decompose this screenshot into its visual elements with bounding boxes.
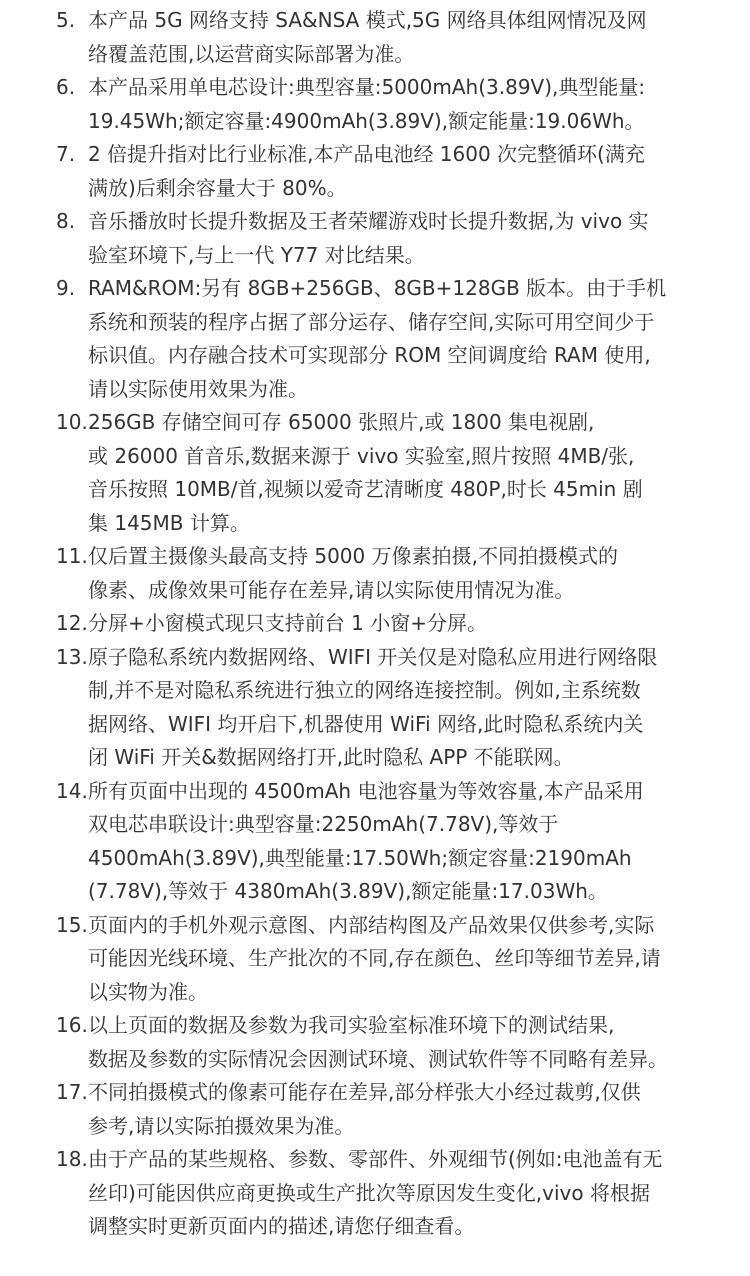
footnote-item xyxy=(56,406,706,540)
footnote-line: RAM&ROM:另有 8GB+256GB、8GB+128GB 版本。由于手机 xyxy=(88,276,667,300)
footnote-item xyxy=(56,1143,706,1244)
footnote-number: 14. xyxy=(56,778,88,803)
footnote-item xyxy=(56,607,706,641)
footnote-line: 所有页面中出现的 4500mAh 电池容量为等效容量,本产品采用 xyxy=(88,778,644,803)
footnote-number: 16. xyxy=(56,1013,88,1037)
footnote-item xyxy=(56,272,706,406)
footnote-number: 6. xyxy=(56,75,76,99)
footnote-line: 数据及参数的实际情况会因测试环境、测试软件等不同略有差异。 xyxy=(88,1046,668,1071)
footnote-number: 5. xyxy=(56,8,76,32)
footnote-line: 双电芯串联设计:典型容量:2250mAh(7.78V),等效于 xyxy=(88,812,559,836)
footnote-number: 11. xyxy=(56,544,88,568)
footnote-line: 19.45Wh;额定容量:4900mAh(3.89V),额定能量:19.06Wh。 xyxy=(88,108,645,133)
footnote-line: 由于产品的某些规格、参数、零部件、外观细节(例如:电池盖有无 xyxy=(88,1147,663,1171)
footnote-line: 不同拍摄模式的像素可能存在差异,部分样张大小经过裁剪,仅供 xyxy=(88,1080,641,1104)
footnote-line: 页面内的手机外观示意图、内部结构图及产品效果仅供参考,实际 xyxy=(88,912,655,937)
footnote-item xyxy=(56,775,706,909)
footnote-line: 标识值。内存融合技术可实现部分 ROM 空间调度给 RAM 使用, xyxy=(88,343,651,367)
footnote-line: 可能因光线环境、生产批次的不同,存在颜色、丝印等细节差异,请 xyxy=(88,946,661,970)
footnote-number: 13. xyxy=(56,644,88,669)
footnote-item xyxy=(56,71,706,138)
footnote-number: 7. xyxy=(56,142,76,166)
footnote-line: 制,并不是对隐私系统进行独立的网络连接控制。例如,主系统数 xyxy=(88,678,641,702)
footnote-line: 闭 WiFi 开关&数据网络打开,此时隐私 APP 不能联网。 xyxy=(88,745,574,769)
footnote-item xyxy=(56,641,706,775)
footnote-item xyxy=(56,1076,706,1143)
footnote-line: 系统和预装的程序占据了部分运存、储存空间,实际可用空间少于 xyxy=(88,309,655,334)
footnote-item xyxy=(56,205,706,272)
footnote-number: 9. xyxy=(56,276,76,300)
footnote-line: 请以实际使用效果为准。 xyxy=(88,376,308,401)
footnote-number: 8. xyxy=(56,209,76,233)
footnote-line: 音乐按照 10MB/首,视频以爱奇艺清晰度 480P,时长 45min 剧 xyxy=(88,477,643,501)
footnote-line: 仅后置主摄像头最高支持 5000 万像素拍摄,不同拍摄模式的 xyxy=(88,544,618,568)
footnote-number: 18. xyxy=(56,1147,88,1171)
footnote-item xyxy=(56,4,706,71)
footnote-item xyxy=(56,1009,706,1076)
footnote-line: 或 26000 首音乐,数据来源于 vivo 实验室,照片按照 4MB/张, xyxy=(88,443,635,468)
footnote-line: 集 145MB 计算。 xyxy=(88,510,250,535)
footnote-line: 调整实时更新页面内的描述,请您仔细查看。 xyxy=(88,1214,475,1238)
footnote-item xyxy=(56,540,706,607)
footnote-number: 17. xyxy=(56,1080,88,1104)
footnote-line: 本产品 5G 网络支持 SA&NSA 模式,5G 网络具体组网情况及网 xyxy=(88,8,647,32)
footnote-line: 256GB 存储空间可存 65000 张照片,或 1800 集电视剧, xyxy=(88,410,595,434)
footnote-number: 10. xyxy=(56,410,88,434)
footnote-line: 以上页面的数据及参数为我司实验室标准环境下的测试结果, xyxy=(88,1013,615,1037)
footnote-number: 12. xyxy=(56,611,88,635)
footnote-line: 分屏+小窗模式现只支持前台 1 小窗+分屏。 xyxy=(88,611,487,635)
footnote-line: 原子隐私系统内数据网络、WIFI 开关仅是对隐私应用进行网络限 xyxy=(88,644,658,669)
footnote-line: 以实物为准。 xyxy=(88,979,208,1004)
footnote-line: 4500mAh(3.89V),典型能量:17.50Wh;额定容量:2190mAh xyxy=(88,845,632,870)
footnote-line: 满放)后剩余容量大于 80%。 xyxy=(88,175,347,200)
footnotes-list xyxy=(56,4,706,1244)
footnote-item xyxy=(56,909,706,1010)
footnote-line: 像素、成像效果可能存在差异,请以实际使用情况为准。 xyxy=(88,577,575,602)
footnote-line: 络覆盖范围,以运营商实际部署为准。 xyxy=(88,41,415,66)
footnote-line: 2 倍提升指对比行业标准,本产品电池经 1600 次完整循环(满充 xyxy=(88,142,645,166)
footnote-line: 丝印)可能因供应商更换或生产批次等原因发生变化,vivo 将根据 xyxy=(88,1180,650,1205)
footnote-line: 音乐播放时长提升数据及王者荣耀游戏时长提升数据,为 vivo 实 xyxy=(88,209,649,233)
footnote-line: 本产品采用单电芯设计:典型容量:5000mAh(3.89V),典型能量: xyxy=(88,75,646,99)
footnote-line: 验室环境下,与上一代 Y77 对比结果。 xyxy=(88,242,425,267)
footnote-line: 据网络、WIFI 均开启下,机器使用 WiFi 网络,此时隐私系统内关 xyxy=(88,711,644,736)
footnote-line: (7.78V),等效于 4380mAh(3.89V),额定能量:17.03Wh。 xyxy=(88,879,608,903)
footnote-number: 15. xyxy=(56,912,88,937)
footnote-item xyxy=(56,138,706,205)
footnote-line: 参考,请以实际拍摄效果为准。 xyxy=(88,1113,355,1138)
